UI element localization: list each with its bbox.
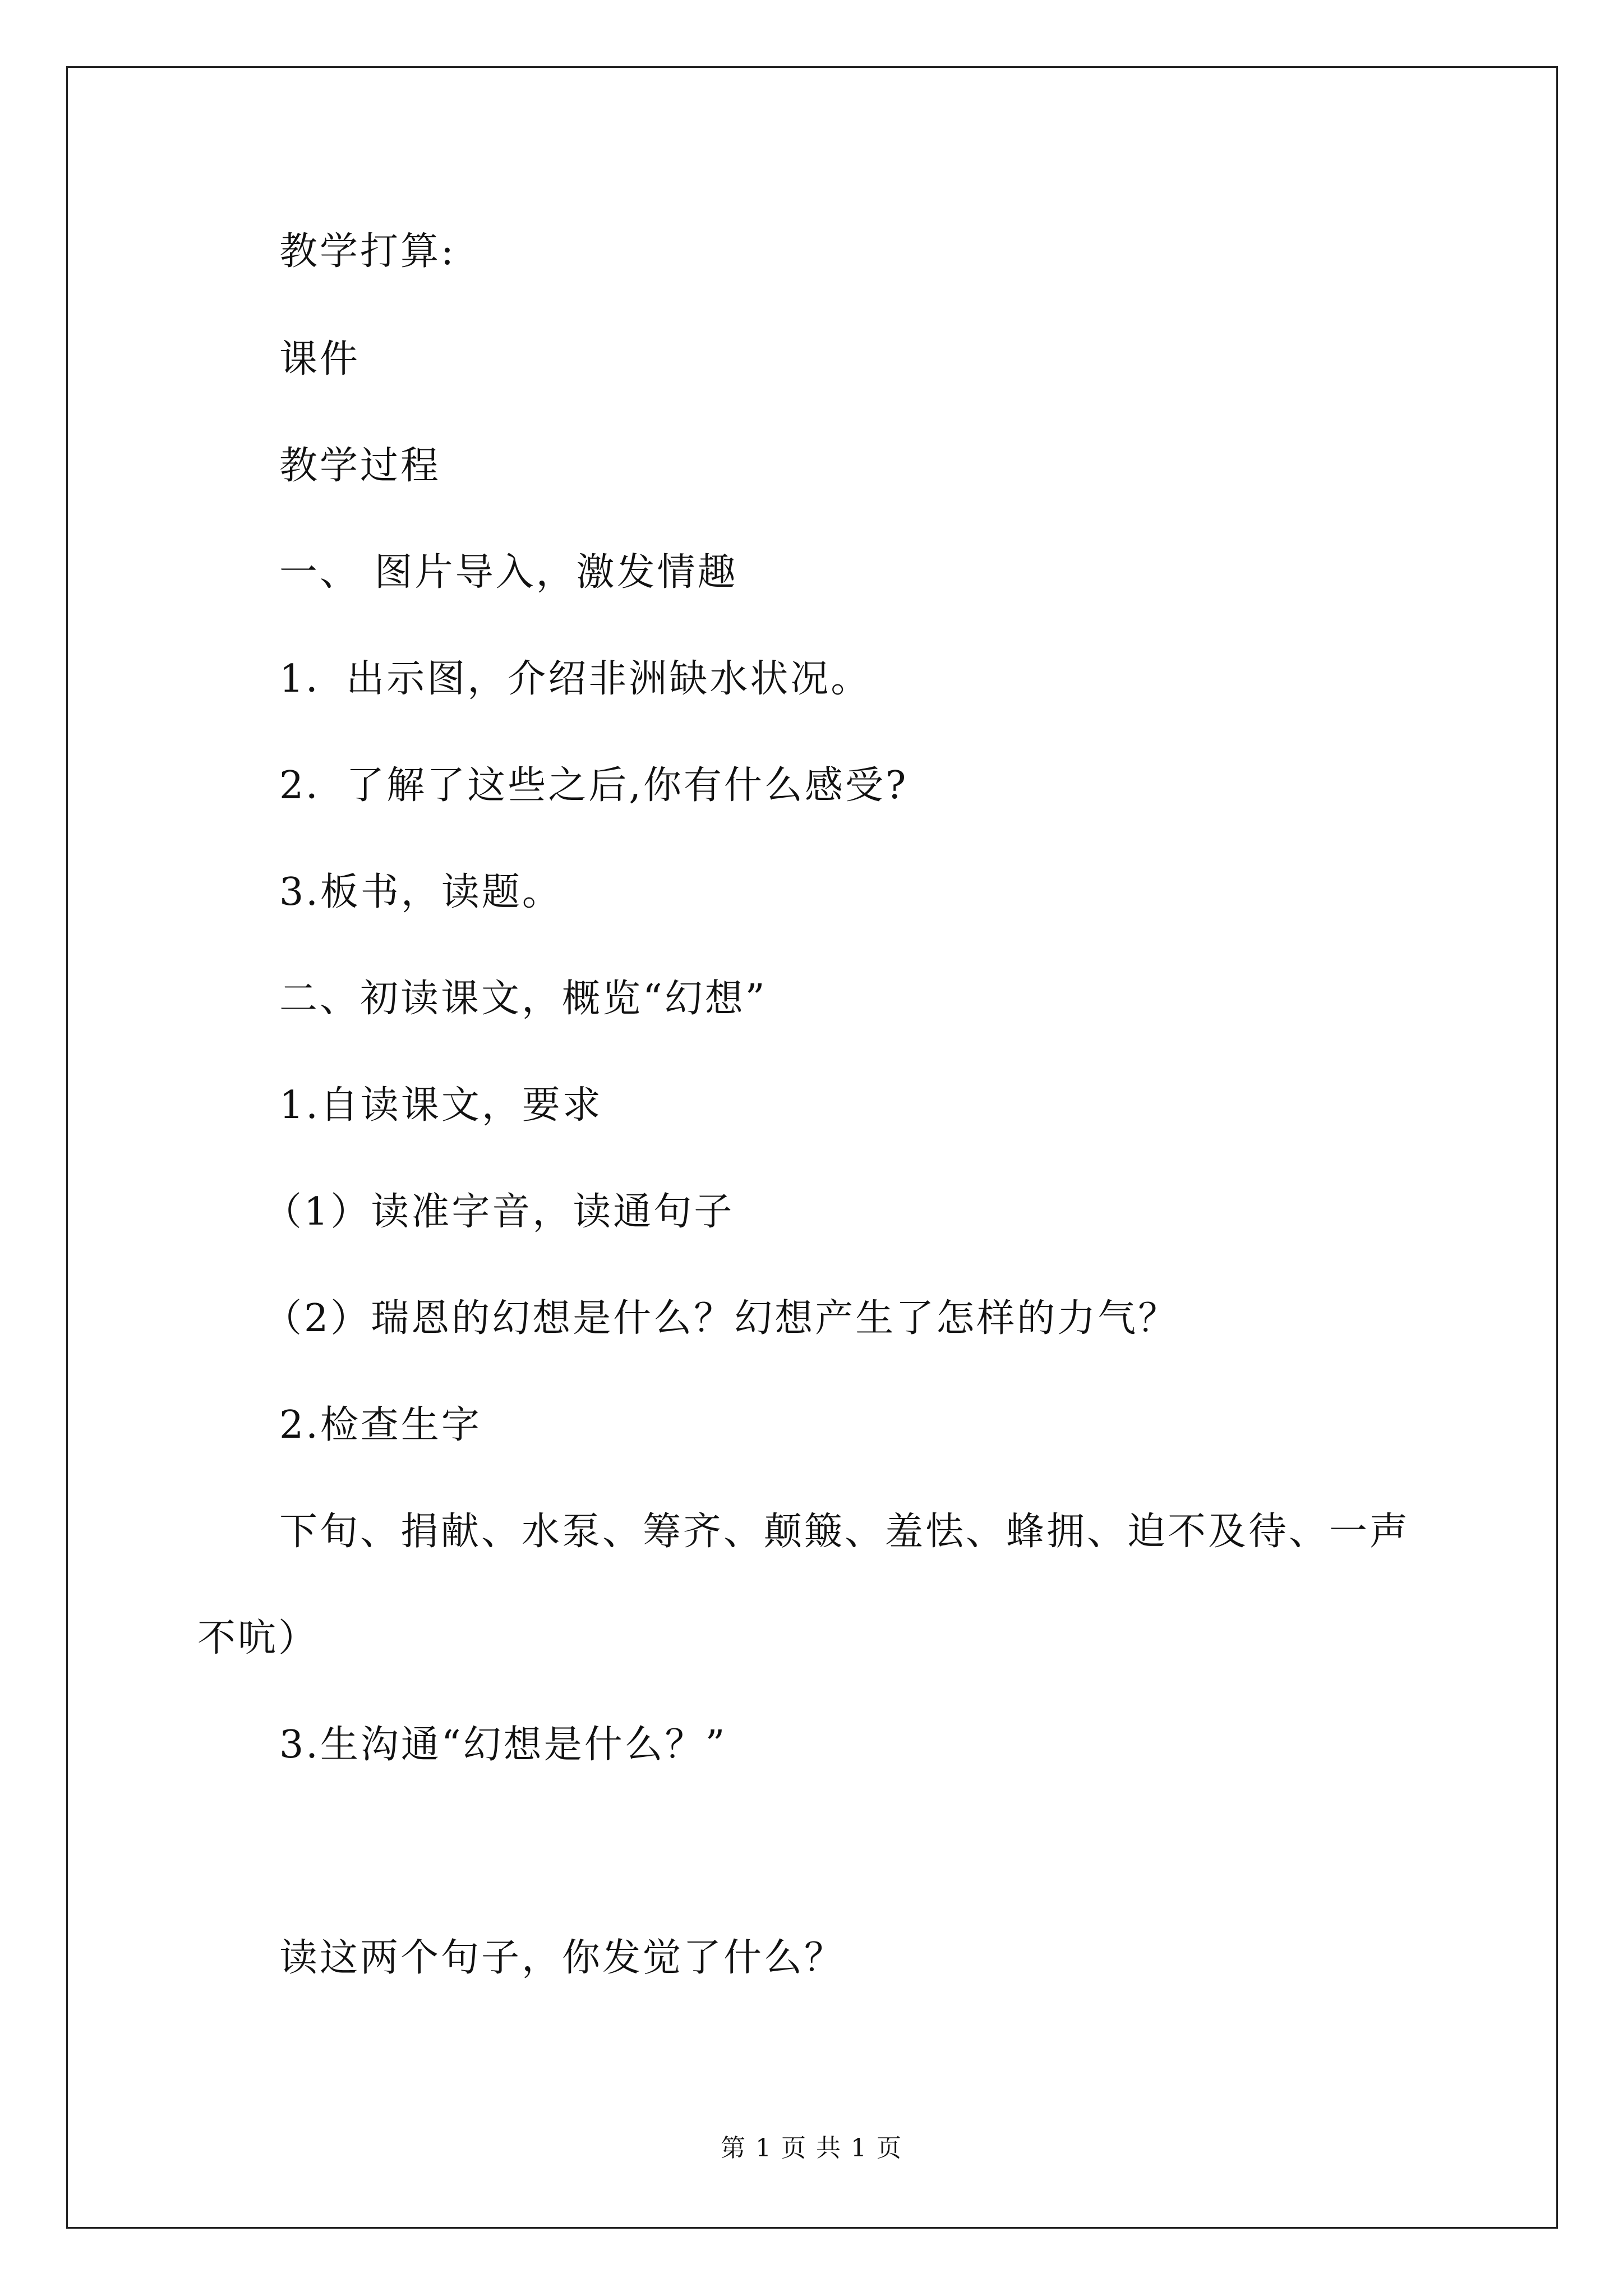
paragraph-vocab: 下旬、捐献、水泵、筹齐、颠簸、羞怯、蜂拥、迫不及待、一声 (279, 1510, 1410, 1554)
page-footer: 第 1 页 共 1 页 (721, 2134, 902, 2162)
paragraph-item-1: 1．出示图，介绍非洲缺水状况。 (279, 657, 872, 701)
paragraph-courseware: 课件 (279, 337, 361, 381)
paragraph-item-6: 3.生沟通“幻想是什么？” (279, 1723, 727, 1767)
section-heading-2: 二、初读课文，概览“幻想” (279, 977, 767, 1021)
paragraph-item-4: 1.自读课文，要求 (279, 1083, 603, 1128)
paragraph-sub-1: （1）读准字音，读通句子 (264, 1190, 735, 1234)
paragraph-process: 教学过程 (279, 444, 441, 488)
paragraph-question: 读这两个句子，你发觉了什么？ (279, 1936, 845, 1980)
paragraph-vocab-cont: 不吭） (197, 1616, 319, 1660)
paragraph-prep: 教学打算: (279, 229, 456, 274)
paragraph-item-5: 2.检查生字 (279, 1403, 482, 1447)
paragraph-item-3: 3.板书，读题。 (279, 870, 562, 914)
page-border (66, 66, 1558, 2229)
paragraph-item-2: 2．了解了这些之后,你有什么感受? (279, 763, 909, 808)
section-heading-1: 一、 图片导入，激发情趣 (279, 550, 738, 595)
paragraph-sub-2: （2）瑞恩的幻想是什么？幻想产生了怎样的力气？ (264, 1296, 1179, 1341)
